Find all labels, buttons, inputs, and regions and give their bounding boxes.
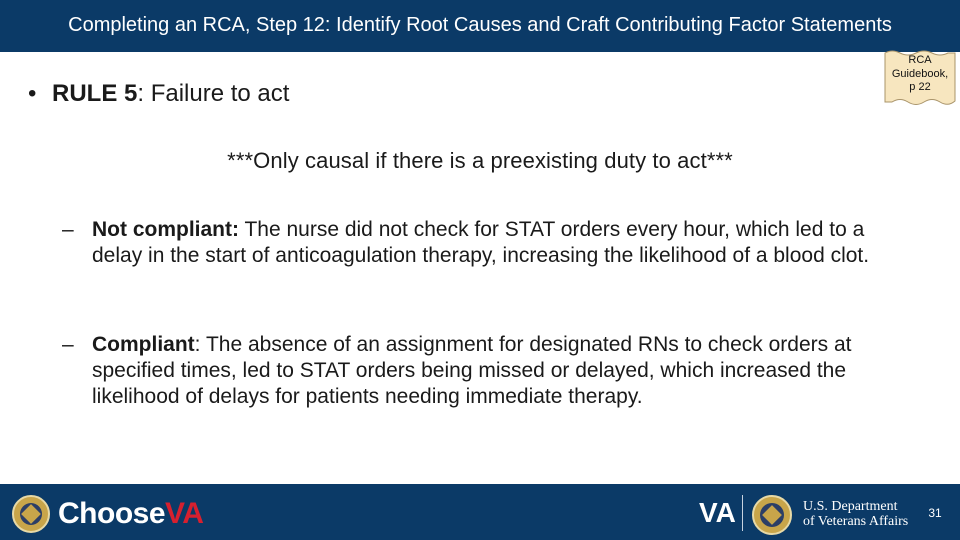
- item-text: The nurse did not check for STAT orders every hour, which led to a delay in the start of anticoagulation therapy, increasing the likelihood of a blood clot.: [92, 218, 870, 267]
- va-logo: VA: [699, 497, 736, 528]
- logo-divider: [742, 495, 743, 531]
- list-item: [62, 217, 882, 269]
- item-label: Not compliant:: [92, 218, 239, 241]
- department-line-1: U.S. Department: [803, 499, 898, 514]
- causal-note: ***Only causal if there is a preexisting duty to act***: [227, 148, 733, 173]
- reference-line-2: Guidebook,: [891, 67, 949, 80]
- item-label: Compliant: [92, 333, 195, 356]
- rule-label: RULE 5: [52, 80, 138, 107]
- bullet-marker: •: [28, 80, 37, 107]
- choose-va-logo: ChooseVA: [58, 497, 204, 530]
- department-line-2: of Veterans Affairs: [803, 514, 909, 529]
- rule-bullet: [28, 80, 289, 108]
- reference-line-1: RCA: [908, 54, 932, 66]
- item-text: : The absence of an assignment for designated RNs to check orders at specified times, led to STAT orders being missed or delayed, which increased the likelihood of delays for patients needing immediate therapy.: [92, 333, 852, 408]
- dash-marker: –: [62, 218, 74, 241]
- va-seal-icon: [752, 495, 792, 535]
- page-number: 31: [928, 506, 942, 520]
- reference-line-3: p 22: [909, 81, 931, 93]
- slide-title: Completing an RCA, Step 12: Identify Root Causes and Craft Contributing Factor Statements: [68, 14, 892, 36]
- department-name: [803, 499, 908, 529]
- list-item: [62, 332, 882, 410]
- title-bar: [0, 0, 960, 52]
- va-seal-icon: [12, 495, 50, 533]
- dash-marker: –: [62, 333, 74, 356]
- rule-text: : Failure to act: [137, 80, 290, 107]
- reference-scroll-note: [882, 49, 958, 107]
